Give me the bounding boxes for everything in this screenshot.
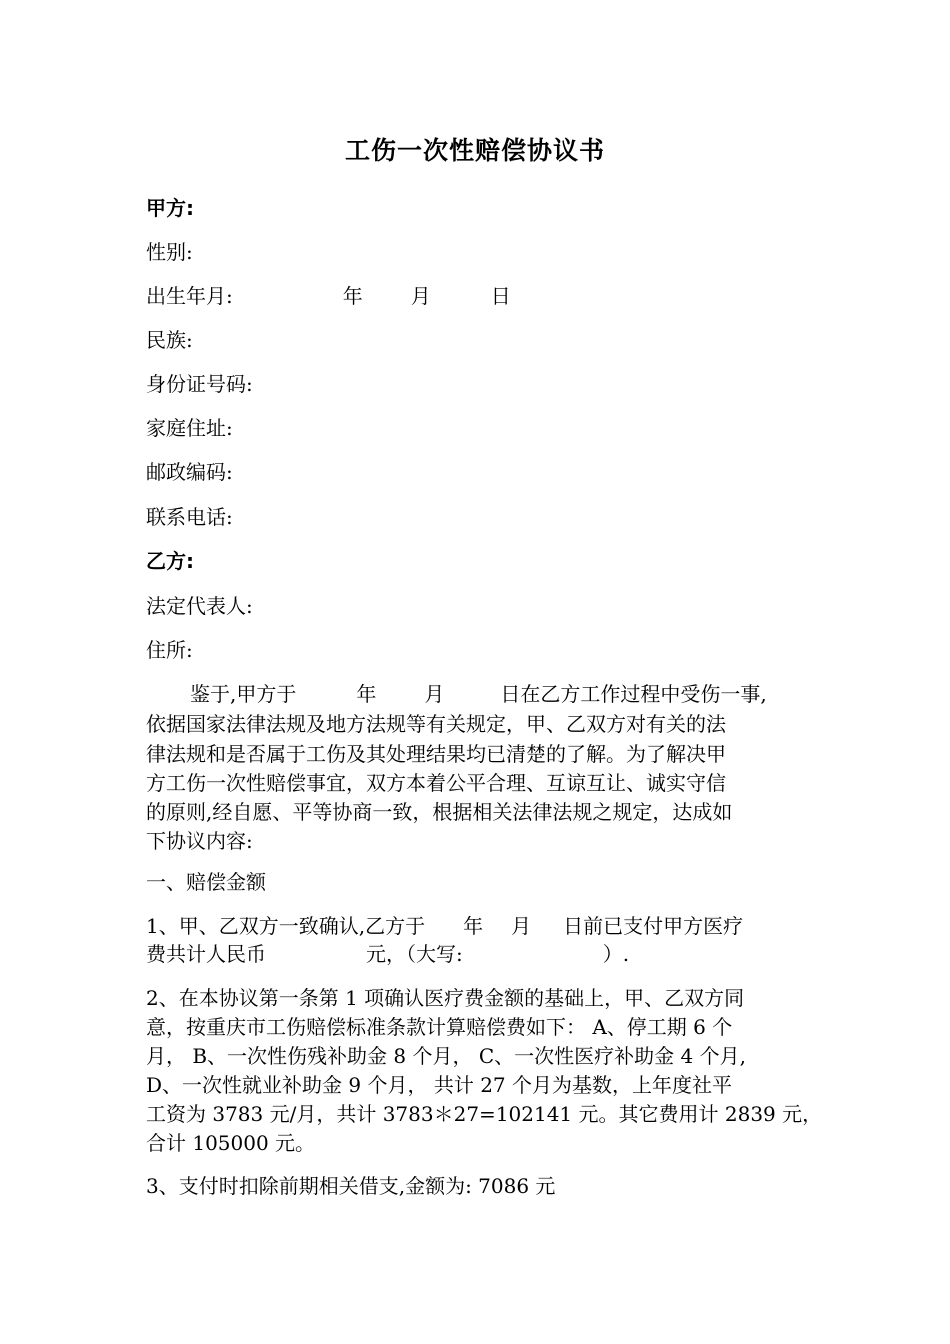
preamble-line-6: 下协议内容: [146,829,253,853]
ethnicity-label: 民族: [146,328,193,352]
preamble-text: 鉴于,甲方于 [190,682,297,706]
id-number-label: 身份证号码: [146,372,253,396]
postcode-label: 邮政编码: [146,460,233,484]
item-1-month: 月 [511,914,532,938]
item-1-close: ）. [602,942,630,966]
residence-label: 住所: [146,638,193,662]
party-b-heading: 乙方: [146,549,194,573]
item-1-amount-unit: 元，（大写: [366,942,463,966]
item-2-line-3: 月， B、一次性伤残补助金 8 个月， C、一次性医疗补助金 4 个月, [146,1044,746,1068]
preamble-text: 日在乙方工作过程中受伤一事, [500,682,767,706]
item-3: 3、支付时扣除前期相关借支,金额为: 7086 元 [146,1174,556,1198]
birth-date-label: 出生年月: [146,284,233,308]
item-1-amount-label: 费共计人民币 [146,942,266,966]
phone-label: 联系电话: [146,505,233,529]
item-1-line-1 [146,914,743,938]
preamble-year: 年 [356,682,377,706]
item-2-line-4: D、一次性就业补助金 9 个月， 共计 27 个月为基数，上年度社平 [146,1073,732,1097]
preamble-line-1 [190,682,767,706]
home-address-label: 家庭住址: [146,416,233,440]
item-1-year: 年 [463,914,484,938]
birth-month-label: 月 [410,284,431,308]
preamble-line-4: 方工伤一次性赔偿事宜，双方本着公平合理、互谅互让、诚实守信 [146,771,726,795]
preamble-line-5: 的原则,经自愿、平等协商一致，根据相关法律法规之规定，达成如 [146,800,733,824]
preamble-line-3: 律法规和是否属于工伤及其处理结果均已清楚的了解。为了解决甲 [146,742,726,766]
item-2-line-2: 意，按重庆市工伤赔偿标准条款计算赔偿费如下： A、停工期 6 个 [146,1015,733,1039]
section-1-heading: 一、赔偿金额 [146,870,266,894]
preamble-month: 月 [424,682,445,706]
legal-representative-label: 法定代表人: [146,594,253,618]
birth-date-row [146,284,511,308]
item-1-text: 1、甲、乙双方一致确认,乙方于 [146,914,426,938]
item-2-line-5: 工资为 3783 元/月，共计 3783＊27=102141 元。其它费用计 2839 元， [146,1102,823,1126]
item-2-line-1: 2、在本协议第一条第 1 项确认医疗费金额的基础上，甲、乙双方同 [146,986,745,1010]
item-2-line-6: 合计 105000 元。 [146,1131,316,1155]
document-title: 工伤一次性赔偿协议书 [344,136,605,165]
birth-year-label: 年 [342,284,363,308]
birth-day-label: 日 [490,284,511,308]
preamble-line-2: 依据国家法律法规及地方法规等有关规定，甲、乙双方对有关的法 [146,712,726,736]
gender-label: 性别: [146,240,193,264]
party-a-heading: 甲方: [146,196,194,220]
item-1-line-2 [146,942,629,966]
item-1-text: 日前已支付甲方医疗 [563,914,744,938]
